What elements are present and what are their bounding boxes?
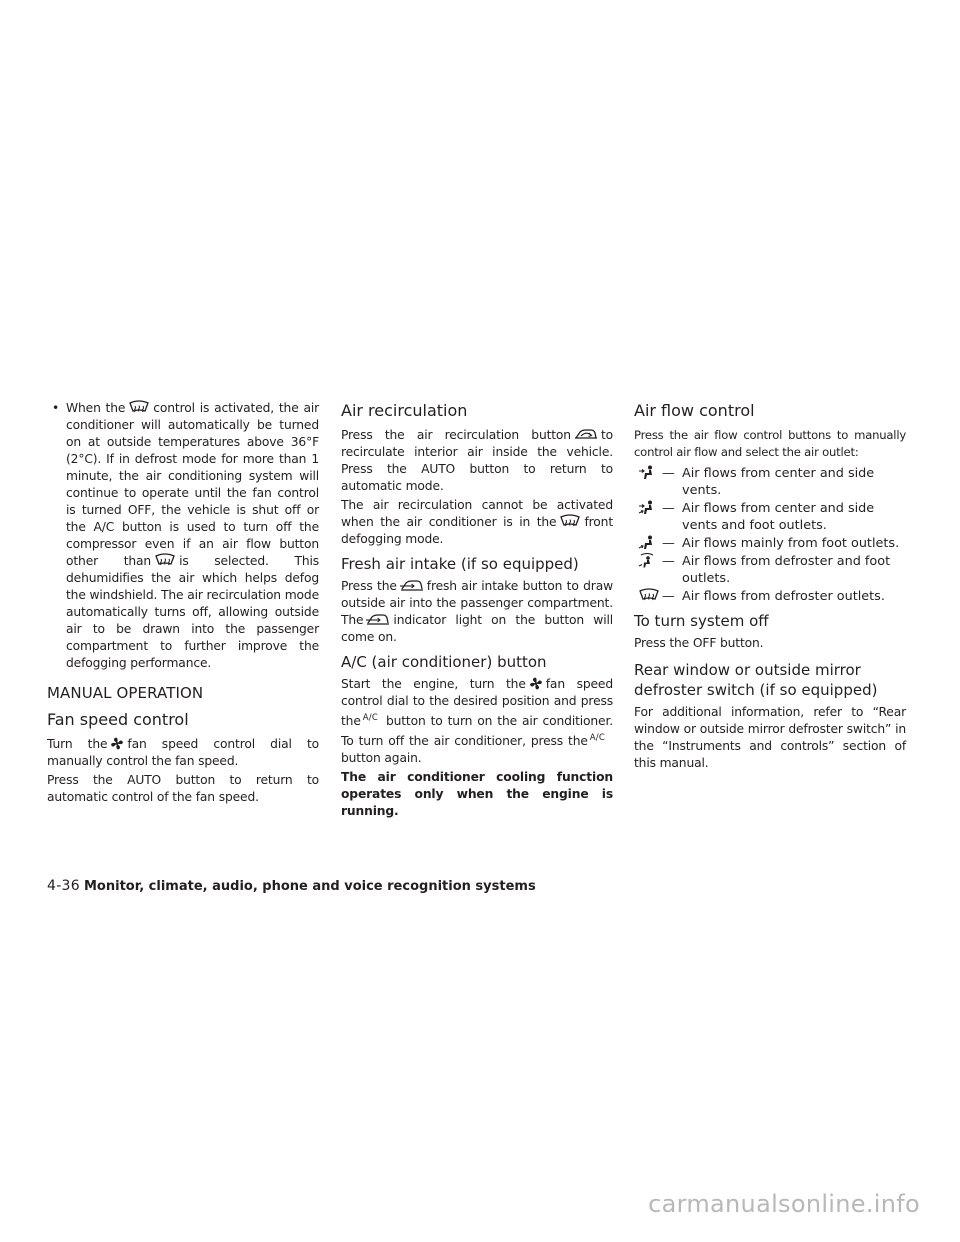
ac-paragraph <box>341 676 613 767</box>
fan-p1-pre: Turn the <box>47 737 108 751</box>
column-left <box>47 400 319 806</box>
vent-bilevel-icon <box>634 500 660 517</box>
recirc-p2-post: front defogging mode. <box>341 515 613 546</box>
bullet-text-pre: When the <box>66 401 126 415</box>
manual-operation-heading: MANUAL OPERATION <box>47 684 204 702</box>
flow-item <box>634 535 906 552</box>
vent-foot-icon <box>634 535 660 552</box>
ac-button-heading: A/C (air conditioner) button <box>341 653 547 671</box>
flow-text: Air flows from defroster and foot outlets. <box>682 554 891 586</box>
chapter-title: Monitor, climate, audio, phone and voice recognition systems <box>83 879 536 894</box>
vent-defrost-foot-icon <box>634 553 660 570</box>
flow-item <box>634 553 906 587</box>
flow-item <box>634 465 906 499</box>
air-recirculation-heading: Air recirculation <box>341 401 468 420</box>
fan-speed-paragraph <box>47 736 319 770</box>
bullet-dot: • <box>52 401 60 415</box>
recirc-p2-pre: The air recirculation cannot be activated when the air conditioner is in the <box>341 498 613 529</box>
flow-text: Air flows from center and side vents and foot outlets. <box>682 501 875 533</box>
column-middle <box>341 400 613 820</box>
ac-p-3: button to turn on the air conditioner. To turn off the air conditioner, press the <box>341 714 613 748</box>
turn-off-heading: To turn system off <box>634 612 769 630</box>
rear-defroster-paragraph: For additional information, refer to “Rear window or outside mirror defroster switch” in the “Instruments and controls” section of this manual. <box>634 705 906 770</box>
watermark: carmanualsonline.info <box>648 1190 920 1218</box>
recirc-p1-post: to recirculate interior air inside the vehicle. Press the AUTO button to return to automatic mode. <box>341 428 613 493</box>
rear-defroster-heading: Rear window or outside mirror defroster switch (if so equipped) <box>634 661 878 699</box>
flow-text: Air flows mainly from foot outlets. <box>682 536 900 551</box>
fan-speed-heading: Fan speed control <box>47 710 189 729</box>
front-defrost-icon <box>559 514 581 529</box>
turn-off-paragraph: Press the OFF button. <box>634 636 764 650</box>
recirculation-icon <box>574 427 598 442</box>
fan-auto-paragraph: Press the AUTO button to return to automatic control of the fan speed. <box>47 773 319 804</box>
air-flow-list <box>634 465 906 605</box>
bullet-text-end: is selected. This dehumidifies the air which helps defog the windshield. The air recirculation mode automatically turns off, allowing outside air to be drawn into the passenger compartment to further improve the defogging performance. <box>66 554 319 670</box>
air-flow-intro: Press the air flow control buttons to manually control air flow and select the air outlet: <box>634 428 906 459</box>
flow-text: Air flows from center and side vents. <box>682 466 875 498</box>
flow-item <box>634 500 906 534</box>
flow-dash: — <box>662 536 675 551</box>
fan-p1-post: fan speed control dial to manually control the fan speed. <box>47 737 319 768</box>
ac-symbol: A/C <box>362 713 378 723</box>
fresh-air-icon <box>366 612 390 627</box>
flow-dash: — <box>662 466 675 481</box>
fresh-p-pre: Press the <box>341 579 397 593</box>
flow-dash: — <box>662 554 675 569</box>
ac-p-2: fan speed control dial to the desired position and press the <box>341 677 613 728</box>
ac-p-4: button again. <box>341 751 422 765</box>
recirc-paragraph-2 <box>341 497 613 548</box>
defrost-bullet <box>47 400 319 672</box>
recirc-p1-pre: Press the air recirculation button <box>341 428 571 442</box>
flow-dash: — <box>662 589 675 604</box>
flow-dash: — <box>662 501 675 516</box>
page-footer <box>47 877 536 896</box>
recirc-paragraph-1 <box>341 427 613 495</box>
fresh-air-paragraph <box>341 578 613 646</box>
front-defrost-icon <box>634 588 660 605</box>
front-defrost-icon <box>128 400 150 415</box>
page-number: 4-36 <box>47 878 80 894</box>
flow-item <box>634 588 906 605</box>
air-flow-heading: Air flow control <box>634 401 755 420</box>
ac-p-1: Start the engine, turn the <box>341 677 526 691</box>
front-defrost-icon <box>154 553 176 568</box>
fresh-air-heading: Fresh air intake (if so equipped) <box>341 555 579 573</box>
flow-text: Air flows from defroster outlets. <box>682 589 885 604</box>
fan-icon <box>110 736 124 751</box>
ac-symbol: A/C <box>589 733 605 743</box>
fresh-p-post: indicator light on the button will come on. <box>341 613 613 644</box>
fresh-air-icon <box>400 578 424 593</box>
vent-center-side-icon <box>634 465 660 482</box>
fresh-p-mid: fresh air intake button to draw outside air into the passenger compartment. The <box>341 579 613 627</box>
bullet-text-post: control is activated, the air conditioner will automatically be turned on at outside temperatures above 36°F (2°C). If in defrost mode for more than 1 minute, the air conditioning system will continue to operate until the fan control is turned OFF, the vehicle is shut off or the A/C button is used to turn off the compressor even if an air flow button other than <box>66 401 320 568</box>
ac-bold-note: The air conditioner cooling function operates only when the engine is running. <box>341 770 613 818</box>
column-right <box>634 400 906 772</box>
fan-icon <box>529 676 543 691</box>
